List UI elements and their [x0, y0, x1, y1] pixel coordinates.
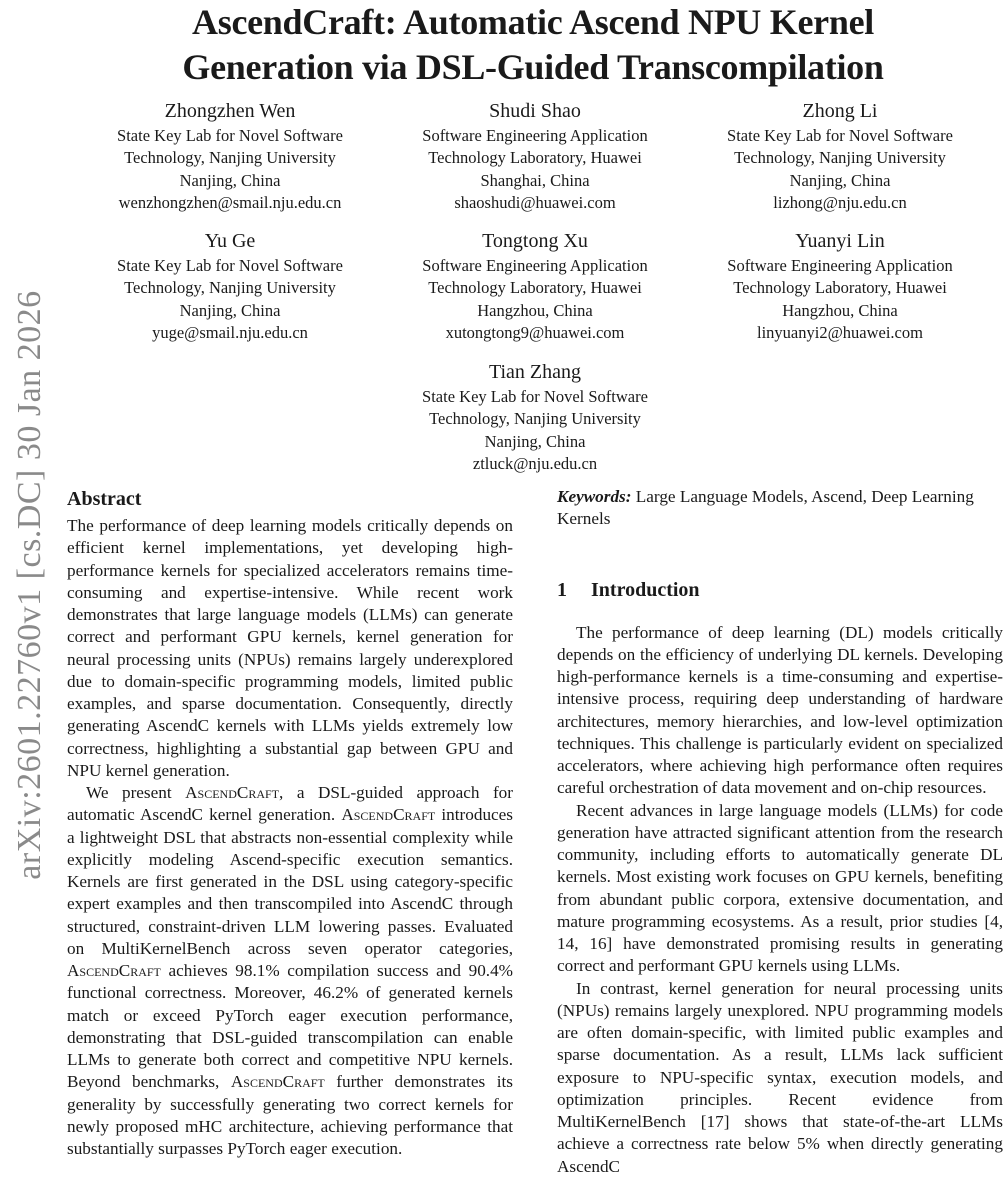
author-affiliation: Technology, Nanjing University — [429, 409, 641, 429]
author-affiliation: Software Engineering Application — [727, 256, 953, 275]
author-block — [385, 229, 685, 345]
paper-title — [60, 0, 1006, 90]
author-block — [385, 99, 685, 215]
title-line-1: AscendCraft: Automatic Ascend NPU Kernel — [192, 2, 874, 42]
author-affiliation: Technology Laboratory, Huawei — [428, 148, 642, 168]
text-run: , a DSL-guided approach for automatic AscendC kernel generation. — [67, 783, 513, 825]
author-location: Shanghai, China — [480, 170, 590, 190]
system-name: AscendCraft — [341, 805, 436, 825]
author-block — [80, 99, 380, 215]
author-name: Tian Zhang — [488, 361, 582, 383]
text-run: introduces a lightweight DSL that abstracts non-essential complexity while explicitly modeling Ascend-specific execution semantics. Kernels are first generated in the DSL using category-specific expert examples and then transcompiled into AscendC through structured, constraint-driven LLM lowering passes. Evaluated on MultiKernelBench across seven operator categories, — [67, 805, 513, 958]
introduction-paragraph-2: Recent advances in large language models (LLMs) for code generation have attracted significant attention from the research community, including efforts to automatically generate DL kernels. Most existing work focuses on GPU kernels, benefiting from abundant public corpora, extensive documentation, and mature programming ecosystems. As a result, prior studies [4, 14, 16] have demonstrated promising results in generating correct and performant GPU kernels using LLMs. — [557, 800, 1003, 976]
text-run: We present — [86, 783, 186, 802]
author-name: Tongtong Xu — [482, 230, 588, 252]
text-run: further demonstrates its generality by successfully generating two correct kernels for newly proposed mHC architecture, achieving performance that substantially surpasses PyTorch eager execution. — [67, 1072, 513, 1158]
author-block — [690, 99, 990, 215]
right-column — [557, 486, 1003, 1178]
author-affiliation: State Key Lab for Novel Software — [117, 126, 343, 145]
author-name: Yu Ge — [204, 230, 256, 252]
author-location: Nanjing, China — [179, 170, 281, 190]
keywords-label: Keywords: — [557, 487, 632, 506]
introduction-paragraph-1: The performance of deep learning (DL) models critically depends on the efficiency of underlying DL kernels. Developing high-performance kernels is a time-consuming and expertise-intensive process, requiring deep understanding of hardware architectures, memory hierarchies, and low-level optimization techniques. This challenge is particularly evident on specialized accelerators, where achieving high performance often requires careful orchestration of data movement and on-chip resources. — [557, 622, 1003, 798]
section-title: Introduction — [591, 578, 700, 601]
author-affiliation: Technology Laboratory, Huawei — [733, 278, 947, 298]
introduction-heading — [557, 577, 1003, 603]
author-block — [80, 229, 380, 345]
author-block — [385, 360, 685, 476]
section-number: 1 — [557, 578, 567, 601]
system-name: AscendCraft — [185, 783, 280, 802]
keywords — [557, 486, 1003, 531]
author-name: Zhong Li — [802, 100, 878, 122]
author-affiliation: Technology, Nanjing University — [734, 148, 946, 168]
author-affiliation: Technology Laboratory, Huawei — [428, 278, 642, 298]
author-affiliation: State Key Lab for Novel Software — [117, 256, 343, 275]
author-email[interactable]: shaoshudi@huawei.com — [454, 193, 616, 213]
author-name: Shudi Shao — [489, 100, 581, 122]
author-affiliation: Technology, Nanjing University — [124, 148, 336, 168]
text-run: achieves 98.1% compilation success and 90.4% functional correctness. Moreover, 46.2% of generated kernels match or exceed PyTorch eager execution performance, demonstrating that DSL-guided transcompilation can enable LLMs to generate both correct and competitive NPU kernels. Beyond benchmarks, — [67, 961, 513, 1092]
author-location: Nanjing, China — [179, 300, 281, 320]
arxiv-identifier-stamp: arXiv:2601.22760v1 [cs.DC] 30 Jan 2026 — [11, 290, 48, 880]
left-column — [67, 486, 513, 1160]
introduction-paragraph-3: In contrast, kernel generation for neural processing units (NPUs) remains largely unexplored. NPU programming models are often domain-specific, with limited public examples and sparse documentation. As a result, LLMs lack sufficient exposure to NPU-specific syntax, execution models, and optimization principles. Recent evidence from MultiKernelBench [17] shows that state-of-the-art LLMs achieve a correctness rate below 5% when directly generating AscendC — [557, 978, 1003, 1176]
abstract-paragraph-2 — [67, 782, 513, 1160]
author-affiliation: State Key Lab for Novel Software — [727, 126, 953, 145]
author-block — [690, 229, 990, 345]
system-name: AscendCraft — [230, 1072, 325, 1092]
abstract-heading: Abstract — [67, 488, 142, 510]
author-email[interactable]: linyuanyi2@huawei.com — [757, 323, 923, 343]
author-location: Hangzhou, China — [782, 300, 898, 320]
abstract-paragraph-1: The performance of deep learning models critically depends on efficient kernel implementations, yet developing high-performance kernels for specialized accelerators remains time-consuming and expertise-intensive. While recent work demonstrates that large language models (LLMs) can generate correct and performant GPU kernels, kernel generation for neural processing units (NPUs) remains largely underexplored due to domain-specific programming models, limited public examples, and sparse documentation. Consequently, directly generating AscendC kernels with LLMs yields extremely low correctness, highlighting a substantial gap between GPU and NPU kernel generation. — [67, 516, 513, 780]
author-affiliation: State Key Lab for Novel Software — [422, 387, 648, 406]
system-name: AscendCraft — [67, 961, 161, 980]
author-location: Nanjing, China — [789, 170, 891, 190]
author-email[interactable]: ztluck@nju.edu.cn — [472, 454, 598, 474]
author-email[interactable]: wenzhongzhen@smail.nju.edu.cn — [118, 193, 342, 213]
author-email[interactable]: xutongtong9@huawei.com — [445, 323, 625, 343]
author-name: Yuanyi Lin — [795, 230, 885, 252]
author-email[interactable]: lizhong@nju.edu.cn — [773, 193, 907, 213]
author-location: Nanjing, China — [484, 431, 586, 451]
author-affiliation: Technology, Nanjing University — [124, 278, 336, 298]
author-affiliation: Software Engineering Application — [422, 126, 648, 145]
title-line-2: Generation via DSL-Guided Transcompilation — [182, 47, 884, 87]
author-affiliation: Software Engineering Application — [422, 256, 648, 275]
keywords-text: Large Language Models, Ascend, Deep Learning Kernels — [557, 487, 974, 529]
author-name: Zhongzhen Wen — [164, 100, 296, 122]
author-location: Hangzhou, China — [477, 300, 593, 320]
author-email[interactable]: yuge@smail.nju.edu.cn — [152, 323, 308, 343]
